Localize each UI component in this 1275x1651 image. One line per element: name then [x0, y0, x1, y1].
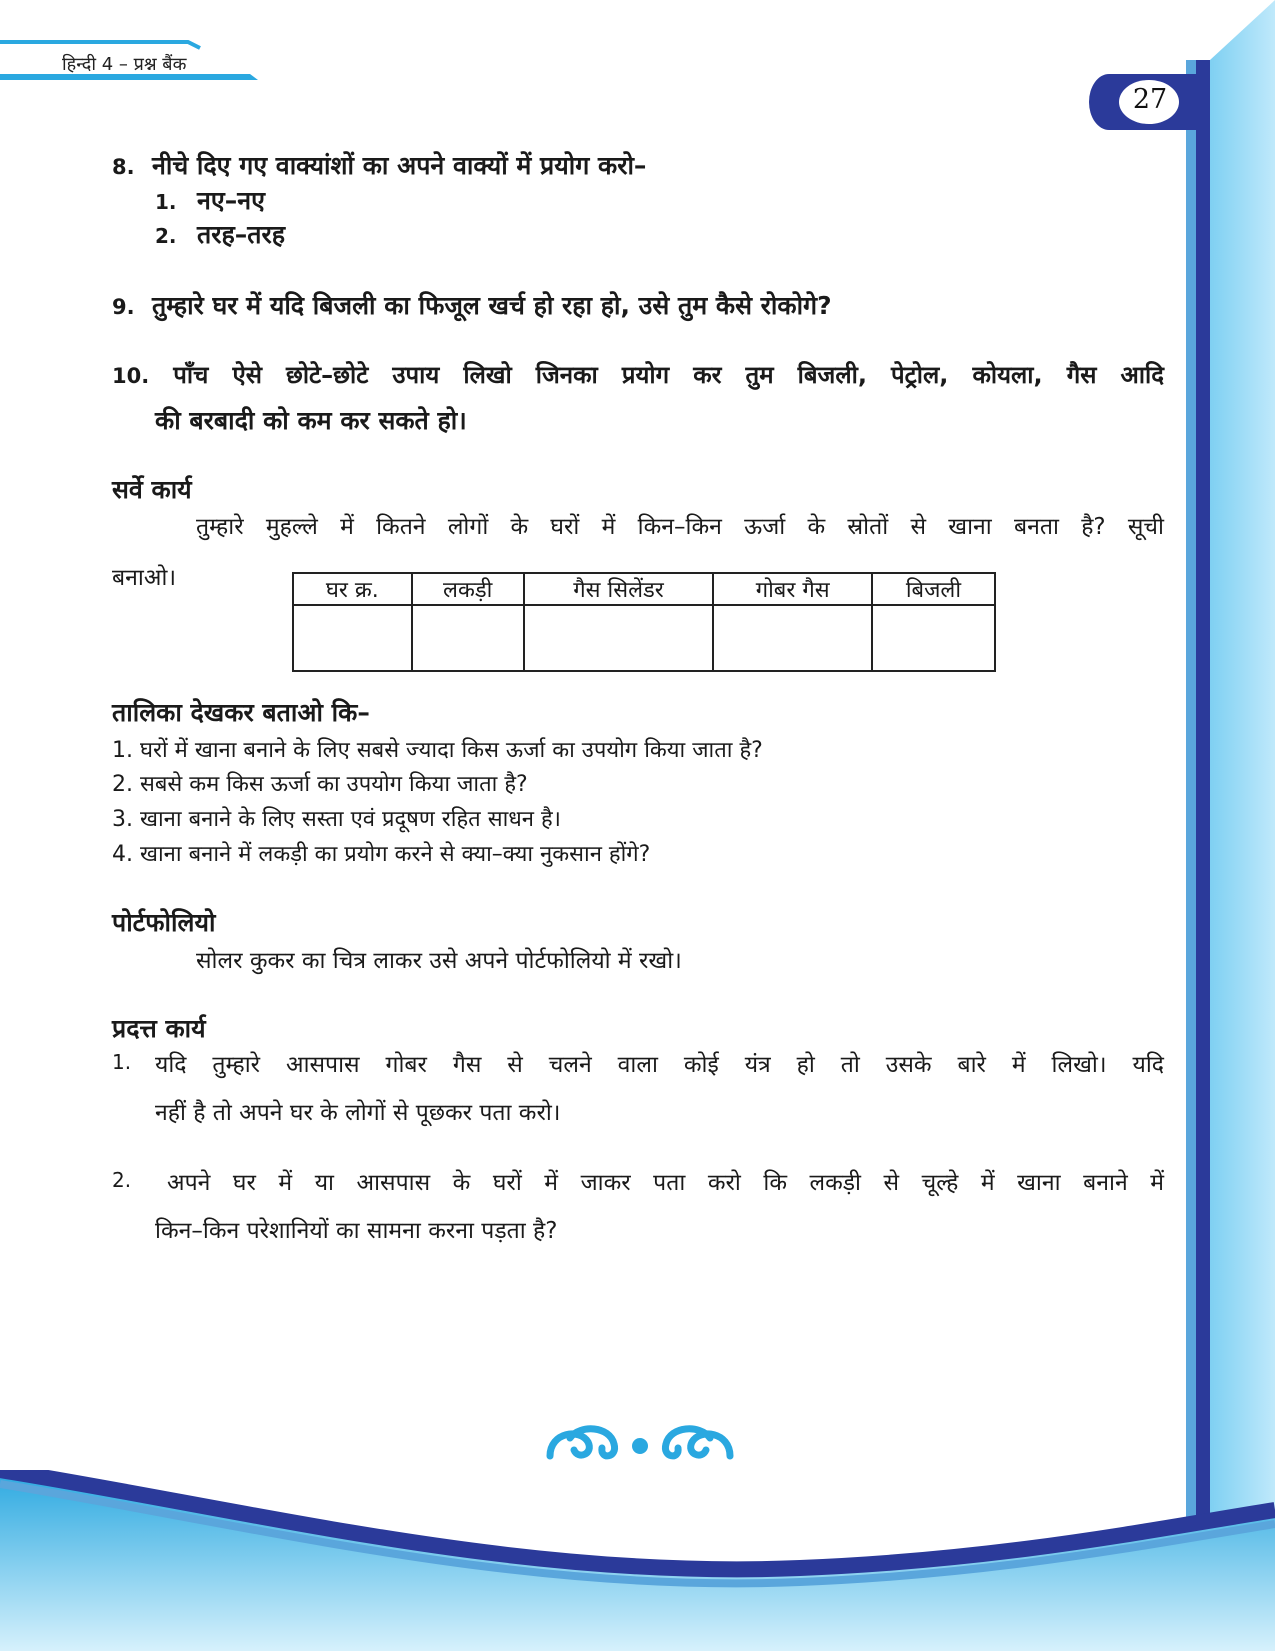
list-item: 2. सबसे कम किस ऊर्जा का उपयोग किया जाता है?: [112, 772, 528, 797]
book-title: हिन्दी 4 – प्रश्न बैंक: [62, 54, 187, 75]
question-9: [112, 288, 1164, 322]
assigned-work-heading: प्रदत्त कार्य: [112, 1014, 206, 1043]
page-number: 27: [1132, 84, 1168, 115]
question-text: नीचे दिए गए वाक्यांशों का अपने वाक्यों में प्रयोग करो–: [152, 151, 647, 180]
table-cell: [713, 605, 871, 671]
assigned-item-1-line-2: नहीं है तो अपने घर के लोगों से पूछकर पता करो।: [155, 1100, 561, 1126]
item-text: नए–नए: [197, 186, 265, 215]
item-number: 2.: [155, 224, 177, 248]
table-cell: [524, 605, 714, 671]
table-header-wood: लकड़ी: [412, 573, 524, 605]
question-text: पाँच ऐसे छोटे–छोटे उपाय लिखो जिनका प्रयोग कर तुम बिजली, पेट्रोल, कोयला, गैस आदि: [173, 361, 1164, 389]
table-row: [293, 605, 995, 671]
survey-table: [292, 572, 996, 672]
question-10-line-2: की बरबादी को कम कर सकते हो।: [155, 406, 467, 435]
question-8-item-1: [155, 183, 265, 217]
list-item: 1. घरों में खाना बनाने के लिए सबसे ज्यादा किस ऊर्जा का उपयोग किया जाता है?: [112, 738, 763, 763]
list-item: 3. खाना बनाने के लिए सस्ता एवं प्रदूषण रहित साधन है।: [112, 807, 562, 832]
question-number: 10.: [112, 364, 150, 388]
table-header-gas-cylinder: गैस सिलेंडर: [524, 573, 714, 605]
table-cell: [412, 605, 524, 671]
question-8-item-2: [155, 217, 285, 251]
table-header-electricity: बिजली: [872, 573, 995, 605]
survey-heading: सर्वे कार्य: [112, 475, 192, 504]
list-item: 4. खाना बनाने में लकड़ी का प्रयोग करने से क्या–क्या नुकसान होंगे?: [112, 842, 651, 867]
survey-text-line-1: तुम्हारे मुहल्ले में कितने लोगों के घरों में किन–किन ऊर्जा के स्रोतों से खाना बनता है? सूची: [196, 514, 1164, 540]
question-10-line-1: [112, 358, 1164, 391]
assigned-item-2-number: 2.: [112, 1168, 132, 1192]
portfolio-heading: पोर्टफोलियो: [112, 908, 216, 937]
assigned-item-1-number: 1.: [112, 1050, 132, 1074]
table-header-row: [293, 573, 995, 605]
question-text: तुम्हारे घर में यदि बिजली का फिजूल खर्च हो रहा हो, उसे तुम कैसे रोकोगे?: [152, 291, 832, 320]
assigned-item-2-line-1: अपने घर में या आसपास के घरों में जाकर पता करो कि लकड़ी से चूल्हे में खाना बनाने में: [167, 1170, 1164, 1196]
footer-wave: [0, 1470, 1275, 1651]
assigned-item-1-line-1: यदि तुम्हारे आसपास गोबर गैस से चलने वाला कोई यंत्र हो तो उसके बारे में लिखो। यदि: [155, 1052, 1164, 1078]
table-header-biogas: गोबर गैस: [713, 573, 871, 605]
ornament-divider: [540, 1418, 740, 1468]
table-cell: [293, 605, 412, 671]
table-header-house-no: घर क्र.: [293, 573, 412, 605]
item-number: 1.: [155, 190, 177, 214]
table-questions-heading: तालिका देखकर बताओ कि–: [112, 698, 370, 727]
question-number: 8.: [112, 155, 135, 179]
table-cell: [872, 605, 995, 671]
portfolio-text: सोलर कुकर का चित्र लाकर उसे अपने पोर्टफोलियो में रखो।: [196, 948, 682, 974]
question-number: 9.: [112, 295, 135, 319]
assigned-item-2-line-2: किन–किन परेशानियों का सामना करना पड़ता है?: [155, 1218, 558, 1244]
item-text: तरह–तरह: [197, 220, 286, 249]
question-8: [112, 148, 1164, 182]
survey-text-line-2: बनाओ।: [112, 565, 177, 591]
